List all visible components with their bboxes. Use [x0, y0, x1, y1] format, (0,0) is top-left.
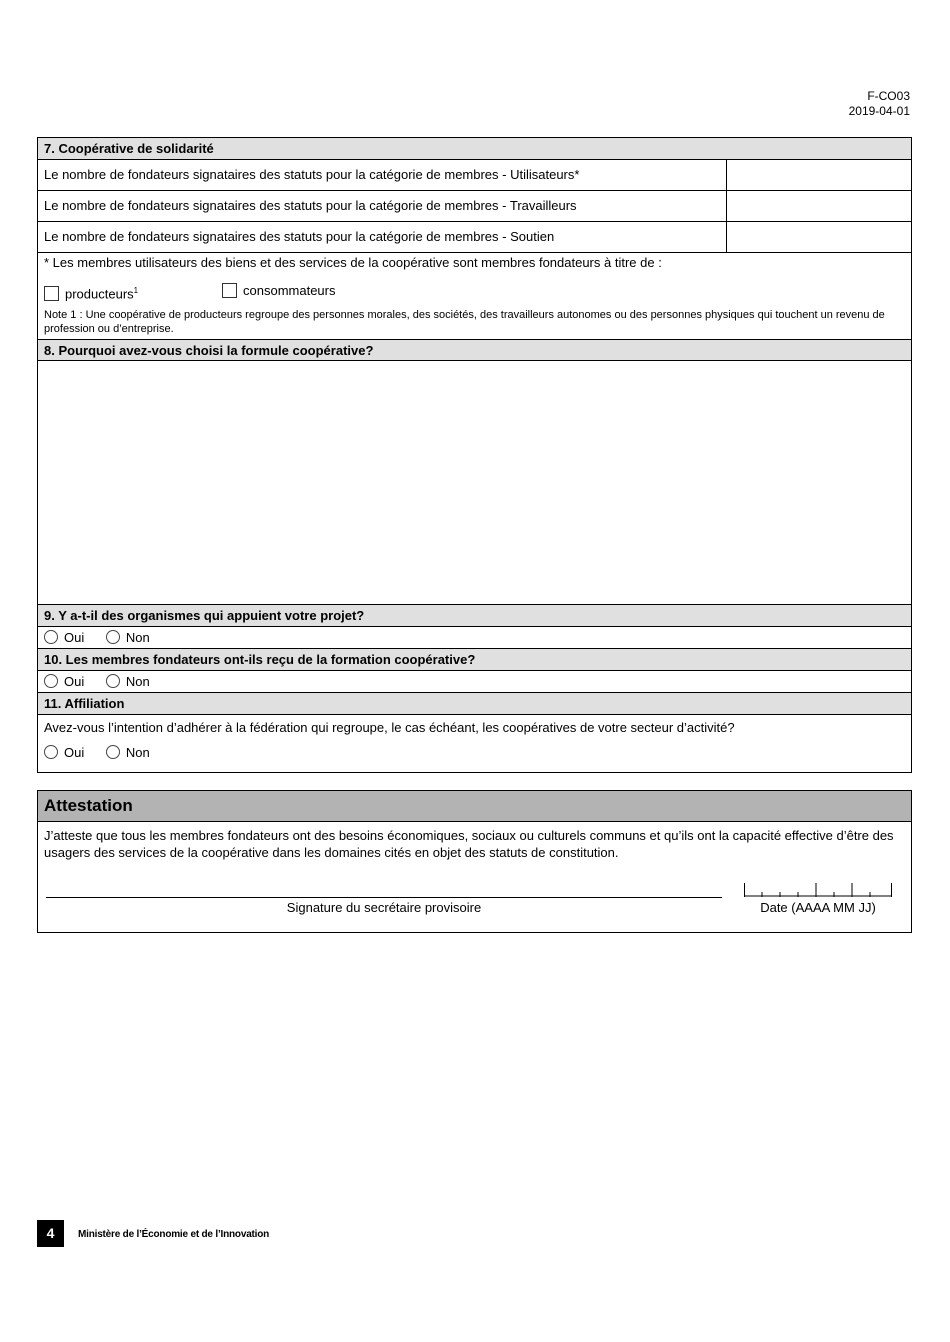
- consumers-checkbox[interactable]: [222, 283, 237, 298]
- affiliation-no-option[interactable]: [106, 745, 150, 760]
- affiliation-no-label: Non: [125, 745, 150, 760]
- form-code-block: [849, 89, 910, 119]
- section-10-title: 10. Les membres fondateurs ont-ils reçu de la formation coopérative?: [38, 649, 911, 671]
- section-7-title: 7. Coopérative de solidarité: [38, 138, 911, 160]
- support-yes-label: Oui: [64, 630, 85, 645]
- row-label-support: Le nombre de fondateurs signataires des statuts pour la catégorie de membres - Soutien: [38, 222, 727, 252]
- section-9-title: 9. Y a-t-il des organismes qui appuient votre projet?: [38, 605, 911, 627]
- training-no-option[interactable]: [106, 674, 150, 689]
- support-yes-option[interactable]: [44, 630, 84, 645]
- signature-line[interactable]: [46, 897, 722, 898]
- consumers-option[interactable]: [222, 277, 335, 305]
- table-row: [38, 191, 911, 222]
- page-number: 4: [37, 1220, 64, 1247]
- users-note: * Les membres utilisateurs des biens et des services de la coopérative sont membres fondateurs à titre de :: [44, 255, 662, 270]
- support-yes-radio[interactable]: [44, 630, 58, 644]
- section-11-options: [38, 741, 911, 765]
- row-label-workers: Le nombre de fondateurs signataires des statuts pour la catégorie de membres - Travailleurs: [38, 191, 727, 221]
- footnote: Note 1 : Une coopérative de producteurs regroupe des personnes morales, des sociétés, des travailleurs autonomes ou des personnes physiques qui touchent un revenu de profession ou d’entreprise.: [44, 309, 885, 335]
- support-no-option[interactable]: [106, 630, 150, 645]
- producers-checkbox[interactable]: [44, 286, 59, 301]
- training-no-radio[interactable]: [106, 674, 120, 688]
- workers-count-input[interactable]: [727, 191, 911, 221]
- consumers-label: consommateurs: [243, 283, 336, 298]
- training-yes-option[interactable]: [44, 674, 84, 689]
- section-8-title: 8. Pourquoi avez-vous choisi la formule coopérative?: [38, 339, 911, 361]
- table-row: [38, 222, 911, 253]
- producers-label: producteurs: [65, 286, 134, 302]
- form-code: F-CO03: [867, 89, 910, 103]
- member-type-options: [38, 277, 911, 305]
- table-row: [38, 160, 911, 191]
- date-label: Date (AAAA MM JJ): [760, 900, 876, 915]
- section-10-options: [38, 671, 911, 693]
- affiliation-yes-option[interactable]: [44, 745, 84, 760]
- users-count-input[interactable]: [727, 160, 911, 190]
- affiliation-question: Avez-vous l’intention d’adhérer à la fédération qui regroupe, le cas échéant, les coopératives de votre secteur d’activité?: [44, 720, 735, 735]
- form-date: 2019-04-01: [848, 104, 910, 118]
- training-yes-radio[interactable]: [44, 674, 58, 688]
- signature-label: Signature du secrétaire provisoire: [286, 900, 482, 915]
- ministry-name: Ministère de l’Économie et de l’Innovation: [78, 1229, 270, 1240]
- support-count-input[interactable]: [727, 222, 911, 252]
- affiliation-no-radio[interactable]: [106, 745, 120, 759]
- training-no-label: Non: [125, 674, 150, 689]
- attestation-title: Attestation: [38, 791, 911, 822]
- affiliation-yes-radio[interactable]: [44, 745, 58, 759]
- support-no-label: Non: [125, 630, 150, 645]
- reason-textarea[interactable]: [38, 361, 911, 605]
- date-input[interactable]: [744, 883, 892, 897]
- row-label-users: Le nombre de fondateurs signataires des statuts pour la catégorie de membres - Utilisateurs*: [38, 160, 727, 190]
- producers-option[interactable]: [44, 277, 138, 308]
- affiliation-yes-label: Oui: [64, 745, 85, 760]
- support-no-radio[interactable]: [106, 630, 120, 644]
- section-9-options: [38, 627, 911, 649]
- section-11-title: 11. Affiliation: [38, 693, 911, 715]
- producers-footnote-ref: 1: [133, 286, 139, 295]
- attestation-text: J’atteste que tous les membres fondateurs ont des besoins économiques, sociaux ou culturels communs et qu’ils ont la capacité effective d’être des usagers des services de la coopérative dans les domaines cités en objet des statuts de constitution.: [44, 828, 894, 860]
- training-yes-label: Oui: [64, 674, 85, 689]
- form-sections: [37, 137, 912, 773]
- attestation-box: [37, 790, 912, 933]
